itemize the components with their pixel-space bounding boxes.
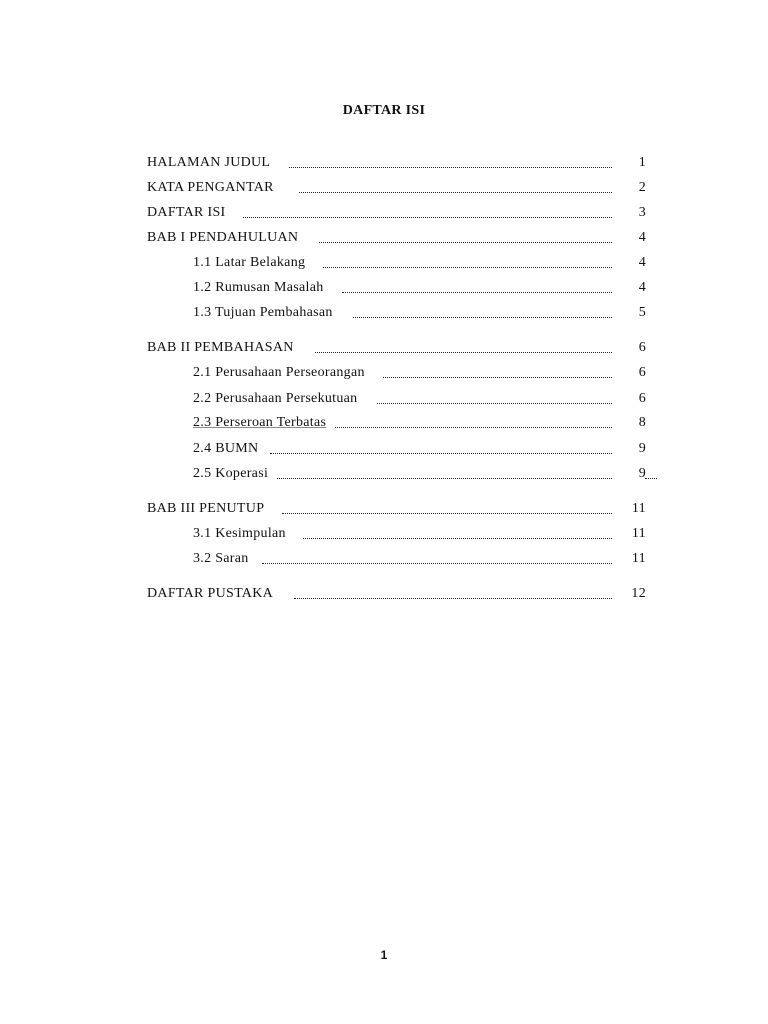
toc-entry-page: 11 bbox=[631, 551, 646, 566]
dot-leader bbox=[303, 538, 612, 539]
toc-entry-1-3[interactable] bbox=[0, 304, 768, 324]
dot-leader bbox=[270, 453, 612, 454]
dot-leader bbox=[289, 167, 612, 168]
dot-leader bbox=[277, 478, 612, 479]
toc-entry-2-4[interactable] bbox=[0, 440, 768, 460]
dot-leader bbox=[319, 242, 612, 243]
dot-leader bbox=[335, 427, 612, 428]
dot-leader bbox=[315, 352, 612, 353]
toc-entry-label: DAFTAR PUSTAKA bbox=[147, 586, 274, 601]
dot-leader bbox=[282, 513, 612, 514]
toc-entry-label: 2.4 BUMN bbox=[193, 441, 259, 456]
toc-entry-page: 9 bbox=[638, 441, 646, 456]
toc-entry-label: 2.5 Koperasi bbox=[193, 466, 269, 481]
toc-entry-kata-pengantar[interactable] bbox=[0, 179, 768, 199]
dot-leader bbox=[262, 563, 612, 564]
toc-entry-2-1[interactable] bbox=[0, 364, 768, 384]
toc-entry-label: BAB I PENDAHULUAN bbox=[147, 230, 299, 245]
toc-entry-1-1[interactable] bbox=[0, 254, 768, 274]
toc-entry-page: 3 bbox=[638, 205, 646, 220]
toc-entry-3-2[interactable] bbox=[0, 550, 768, 570]
trailing-dots bbox=[645, 478, 657, 479]
toc-entry-page: 6 bbox=[638, 340, 646, 355]
toc-entry-page: 11 bbox=[631, 501, 646, 516]
toc-entry-2-2[interactable] bbox=[0, 390, 768, 410]
toc-entry-page: 4 bbox=[638, 255, 646, 270]
toc-entry-1-2[interactable] bbox=[0, 279, 768, 299]
toc-entry-label: 3.1 Kesimpulan bbox=[193, 526, 286, 541]
toc-entry-page: 4 bbox=[638, 280, 646, 295]
toc-entry-3-1[interactable] bbox=[0, 525, 768, 545]
dot-leader bbox=[342, 292, 612, 293]
toc-entry-page: 11 bbox=[631, 526, 646, 541]
toc-entry-label: 1.2 Rumusan Masalah bbox=[193, 280, 324, 295]
dot-leader bbox=[377, 403, 612, 404]
toc-entry-daftar-pustaka[interactable] bbox=[0, 585, 768, 605]
toc-entry-label: 1.3 Tujuan Pembahasan bbox=[193, 305, 333, 320]
toc-entry-page: 5 bbox=[638, 305, 646, 320]
toc-entry-page: 12 bbox=[631, 586, 646, 601]
toc-entry-label: KATA PENGANTAR bbox=[147, 180, 274, 195]
toc-entry-page: 4 bbox=[638, 230, 646, 245]
toc-entry-label: HALAMAN JUDUL bbox=[147, 155, 271, 170]
toc-entry-bab-1[interactable] bbox=[0, 229, 768, 249]
toc-entry-label: BAB III PENUTUP bbox=[147, 501, 265, 516]
toc-entry-label: 2.1 Perusahaan Perseorangan bbox=[193, 365, 365, 380]
toc-entry-label: 3.2 Saran bbox=[193, 551, 249, 566]
toc-entry-2-5[interactable] bbox=[0, 465, 768, 485]
toc-entry-label: 2.2 Perusahaan Persekutuan bbox=[193, 391, 358, 406]
toc-entry-bab-3[interactable] bbox=[0, 500, 768, 520]
toc-entry-page: 2 bbox=[638, 180, 646, 195]
dot-leader bbox=[383, 377, 612, 378]
dot-leader bbox=[243, 217, 612, 218]
dot-leader bbox=[323, 267, 612, 268]
toc-entry-page: 6 bbox=[638, 391, 646, 406]
toc-entry-label: 2.3 Perseroan Terbatas bbox=[193, 415, 327, 430]
toc-entry-page: 9 bbox=[638, 466, 646, 481]
toc-entry-page: 8 bbox=[638, 415, 646, 430]
dot-leader bbox=[294, 598, 612, 599]
page-number: 1 bbox=[380, 948, 388, 962]
dot-leader bbox=[299, 192, 612, 193]
toc-entry-label: 1.1 Latar Belakang bbox=[193, 255, 306, 270]
toc-entry-halaman-judul[interactable] bbox=[0, 154, 768, 174]
toc-entry-page: 6 bbox=[638, 365, 646, 380]
toc-entry-label: DAFTAR ISI bbox=[147, 205, 226, 220]
toc-entry-bab-2[interactable] bbox=[0, 339, 768, 359]
dot-leader bbox=[353, 317, 612, 318]
toc-entry-2-3[interactable] bbox=[0, 414, 768, 434]
page-title: DAFTAR ISI bbox=[342, 103, 426, 118]
toc-entry-page: 1 bbox=[638, 155, 646, 170]
toc-entry-daftar-isi[interactable] bbox=[0, 204, 768, 224]
toc-entry-label: BAB II PEMBAHASAN bbox=[147, 340, 294, 355]
